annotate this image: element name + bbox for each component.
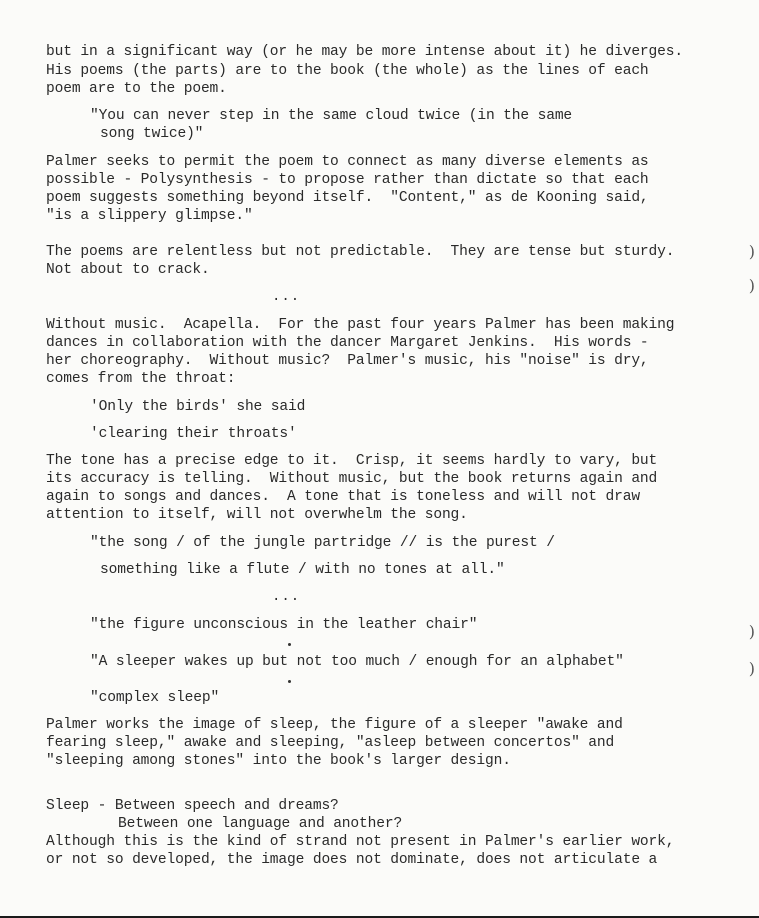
margin-mark: ) <box>748 242 755 261</box>
margin-mark: ) <box>748 276 755 295</box>
text-line: but in a significant way (or he may be more intense about it) he diverges. <box>46 44 683 60</box>
quote-line: 'Only the birds' she said <box>90 399 306 415</box>
quote-line: "the figure unconscious in the leather chair" <box>90 617 478 633</box>
text-line: Sleep - Between speech and dreams? <box>46 798 339 814</box>
text-line: Palmer works the image of sleep, the figure of a sleeper "awake and <box>46 717 623 733</box>
text-line: Without music. Acapella. For the past four years Palmer has been making <box>46 317 675 333</box>
quote-line: something like a flute / with no tones at all." <box>100 562 505 578</box>
quote-line: song twice)" <box>100 126 204 142</box>
text-line: poem suggests something beyond itself. "Content," as de Kooning said, <box>46 190 649 206</box>
text-line: poem are to the poem. <box>46 81 227 97</box>
text-line: comes from the throat: <box>46 371 236 387</box>
margin-mark: ) <box>748 622 755 641</box>
ellipsis-separator: ... <box>272 589 301 605</box>
text-line: "sleeping among stones" into the book's larger design. <box>46 753 511 769</box>
quote-line: "A sleeper wakes up but not too much / enough for an alphabet" <box>90 654 624 670</box>
text-line: its accuracy is telling. Without music, but the book returns again and <box>46 471 658 487</box>
text-line: Between one language and another? <box>118 816 403 832</box>
quote-line: "the song / of the jungle partridge // is the purest / <box>90 535 555 551</box>
text-line: Palmer seeks to permit the poem to connect as many diverse elements as <box>46 154 649 170</box>
text-line: or not so developed, the image does not dominate, does not articulate a <box>46 852 658 868</box>
text-line: The poems are relentless but not predictable. They are tense but sturdy. <box>46 244 675 260</box>
text-line: dances in collaboration with the dancer Margaret Jenkins. His words - <box>46 335 649 351</box>
text-line: Although this is the kind of strand not present in Palmer's earlier work, <box>46 834 675 850</box>
text-line: The tone has a precise edge to it. Crisp, it seems hardly to vary, but <box>46 453 658 469</box>
quote-line: "complex sleep" <box>90 690 220 706</box>
text-line: Not about to crack. <box>46 262 210 278</box>
text-line: fearing sleep," awake and sleeping, "asleep between concertos" and <box>46 735 615 751</box>
dot-separator <box>288 643 291 646</box>
ellipsis-separator: ... <box>272 289 301 305</box>
quote-line: "You can never step in the same cloud twice (in the same <box>90 108 573 124</box>
text-line: again to songs and dances. A tone that is toneless and will not draw <box>46 489 640 505</box>
quote-line: 'clearing their throats' <box>90 426 297 442</box>
text-line: "is a slippery glimpse." <box>46 208 253 224</box>
dot-separator <box>288 680 291 683</box>
text-line: attention to itself, will not overwhelm the song. <box>46 507 468 523</box>
text-line: her choreography. Without music? Palmer's music, his "noise" is dry, <box>46 353 649 369</box>
text-line: His poems (the parts) are to the book (the whole) as the lines of each <box>46 63 649 79</box>
margin-mark: ) <box>748 659 755 678</box>
text-line: possible - Polysynthesis - to propose rather than dictate so that each <box>46 172 649 188</box>
